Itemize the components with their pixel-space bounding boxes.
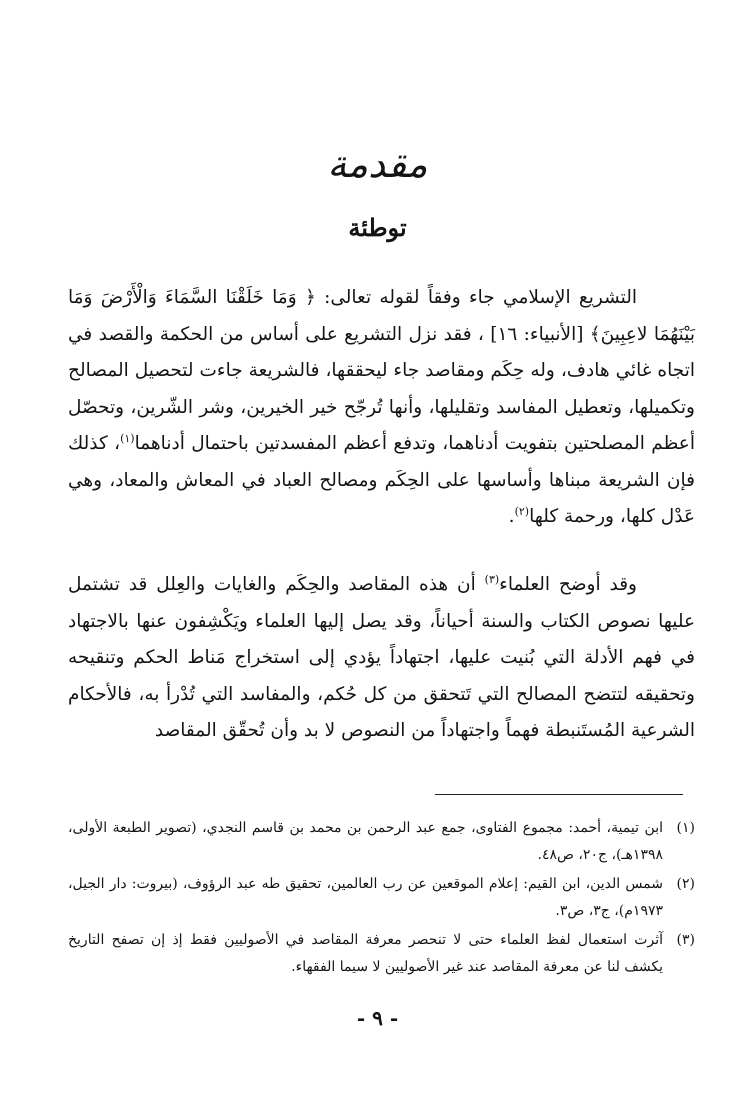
page-number: - ٩ - <box>356 1006 399 1030</box>
paragraph-2-text-a: وقد أوضح العلماء <box>499 574 637 595</box>
paragraph-1 <box>68 280 695 536</box>
footnote-text: ابن تيمية، أحمد: مجموع الفتاوى، جمع عبد الرحمن بن محمد بن قاسم النجدي، (تصوير الطبعة الأولى، ١٣٩٨هـ)، ج٢٠، ص٤٨. <box>68 820 663 863</box>
paragraph-1-text-b: ، كذلك فإن الشريعة مبناها وأساسها على الحِكَم ومصالح العباد في المعاش والمعاد، وهي عَدْل كلها، ورحمة كلها <box>68 433 695 527</box>
paragraph-2-text-b: أن هذه المقاصد والحِكَم والغايات والعِلل قد تشتمل عليها نصوص الكتاب والسنة أحياناً، وقد يصل إليها العلماء ويَكْشِفون عنها بالاجتهاد في فهم الأدلة التي بُنيت عليها، اجتهاداً يؤدي إلى استخراج مَناط الحكم وتنقيحه وتحقيقه لتتضح المصالح التي تَتحقق من كل حُكم، والمفاسد التي تُدْرأ به، فالأحكام الشرعية المُستَنبطة فهماً واجتهاداً من النصوص لا بد وأن تُحقّق المقاصد <box>68 574 695 741</box>
footnote-text: آثرت استعمال لفظ العلماء حتى لا تنحصر معرفة المقاصد في الأصوليين فقط إذ إن تصفح التاريخ يكشف لنا عن معرفة المقاصد عند غير الأصوليين لا سيما الفقهاء. <box>68 932 663 975</box>
footnote-ref-1[interactable]: (١) <box>120 431 135 445</box>
footnote-text: شمس الدين، ابن القيم: إعلام الموقعين عن رب العالمين، تحقيق طه عبد الرؤوف، (بيروت: دار الجيل، ١٩٧٣م)، ج٣، ص٣. <box>68 876 663 919</box>
footnote-item <box>68 871 695 925</box>
paragraph-2 <box>68 567 695 750</box>
section-title: توطئة <box>348 213 407 242</box>
paragraph-1-text-c: . <box>508 506 515 527</box>
footnote-item <box>68 815 695 869</box>
footnote-number: (١) <box>676 820 695 836</box>
footnote-number: (٣) <box>676 932 695 948</box>
footnote-ref-2[interactable]: (٢) <box>514 504 530 518</box>
footnotes <box>68 815 695 983</box>
chapter-title: مقدمة <box>327 142 428 186</box>
paragraph-1-text-a: التشريع الإسلامي جاء وفقاً لقوله تعالى: ﴿ وَمَا خَلَقْنَا السَّمَاءَ وَالْأَرْضَ وَمَا بَيْنَهُمَا لاعِبِينَ﴾ [الأنبياء: ١٦] ، فقد نزل التشريع على أساس من الحكمة والقصد في اتجاه غائي هادف، وله حِكَم ومقاصد جاء ليحققها، فالشريعة جاءت لتحصيل المصالح وتكميلها، وتعطيل المفاسد وتقليلها، وأنها تُرجّح خير الخيرين، وشر الشّرين، وتحصّل أعظم المصلحتين بتفويت أدناهما، وتدفع أعظم المفسدتين باحتمال أدناهما <box>68 287 695 454</box>
footnote-item <box>68 927 695 981</box>
footnote-separator <box>435 794 683 795</box>
footnote-number: (٢) <box>676 876 695 892</box>
footnote-ref-3[interactable]: (٣) <box>484 572 500 586</box>
